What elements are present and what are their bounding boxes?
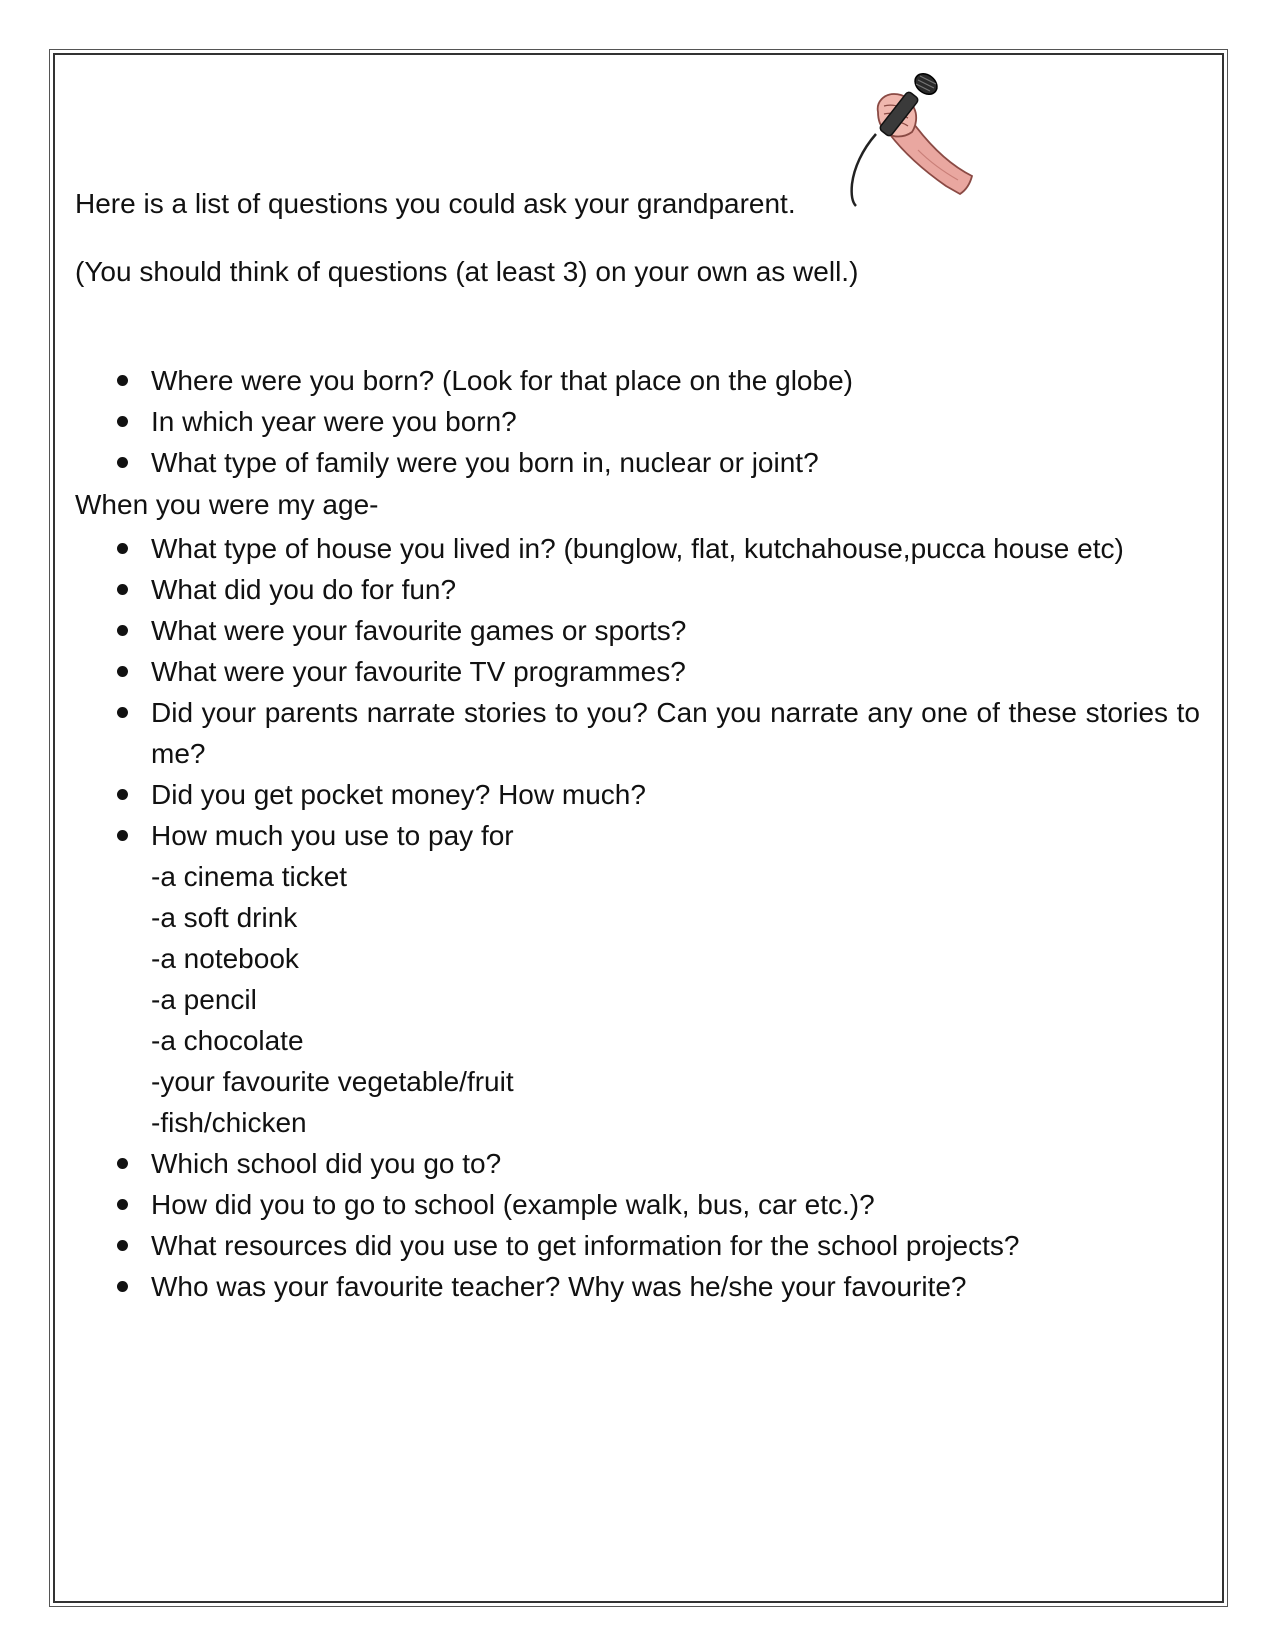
bullet-icon [117, 1199, 128, 1210]
bullet-icon [117, 625, 128, 636]
sublist-item: -a chocolate [151, 1025, 304, 1056]
bullet-icon [117, 543, 128, 554]
list-item: Did your parents narrate stories to you? Can you narrate any one of these stories to me? [75, 692, 1200, 774]
list-item: Which school did you go to? [75, 1143, 1200, 1184]
bullet-icon [117, 1158, 128, 1169]
list-item: Who was your favourite teacher? Why was he/she your favourite? [75, 1266, 1200, 1307]
list-item: How much you use to pay for -a cinema ticket -a soft drink -a notebook -a pencil -a chocolate -your favourite vegetable/fruit -fish/chicken [75, 815, 1200, 1143]
list-item: In which year were you born? [75, 401, 1200, 442]
bullet-icon [117, 457, 128, 468]
general-questions-list [75, 360, 1200, 483]
list-item: How did you to go to school (example walk, bus, car etc.)? [75, 1184, 1200, 1225]
sublist-item: -a soft drink [151, 902, 298, 933]
bullet-icon [117, 375, 128, 386]
pay-for-sublist [151, 856, 1200, 1143]
list-item: What type of family were you born in, nuclear or joint? [75, 442, 1200, 483]
bullet-icon [117, 1281, 128, 1292]
age-heading: When you were my age- [75, 489, 379, 520]
list-item: Did you get pocket money? How much? [75, 774, 1200, 815]
intro-line-1: Here is a list of questions you could ask your grandparent. [75, 188, 796, 219]
sublist-item: -your favourite vegetable/fruit [151, 1066, 514, 1097]
age-questions-list [75, 528, 1200, 1307]
list-item: What were your favourite TV programmes? [75, 651, 1200, 692]
bullet-icon [117, 789, 128, 800]
list-item: What type of house you lived in? (bunglow, flat, kutchahouse,pucca house etc) [75, 528, 1200, 569]
bullet-icon [117, 416, 128, 427]
sublist-item: -fish/chicken [151, 1107, 307, 1138]
sublist-item: -a notebook [151, 943, 299, 974]
list-item: What did you do for fun? [75, 569, 1200, 610]
list-item: What were your favourite games or sports? [75, 610, 1200, 651]
sublist-item: -a cinema ticket [151, 861, 348, 892]
intro-line-2: (You should think of questions (at least 3) on your own as well.) [75, 256, 859, 287]
bullet-icon [117, 584, 128, 595]
list-item: Where were you born? (Look for that place on the globe) [75, 360, 1200, 401]
sublist-item: -a pencil [151, 984, 257, 1015]
bullet-icon [117, 830, 128, 841]
bullet-icon [117, 707, 128, 718]
bullet-icon [117, 666, 128, 677]
bullet-icon [117, 1240, 128, 1251]
list-item: What resources did you use to get information for the school projects? [75, 1225, 1200, 1266]
